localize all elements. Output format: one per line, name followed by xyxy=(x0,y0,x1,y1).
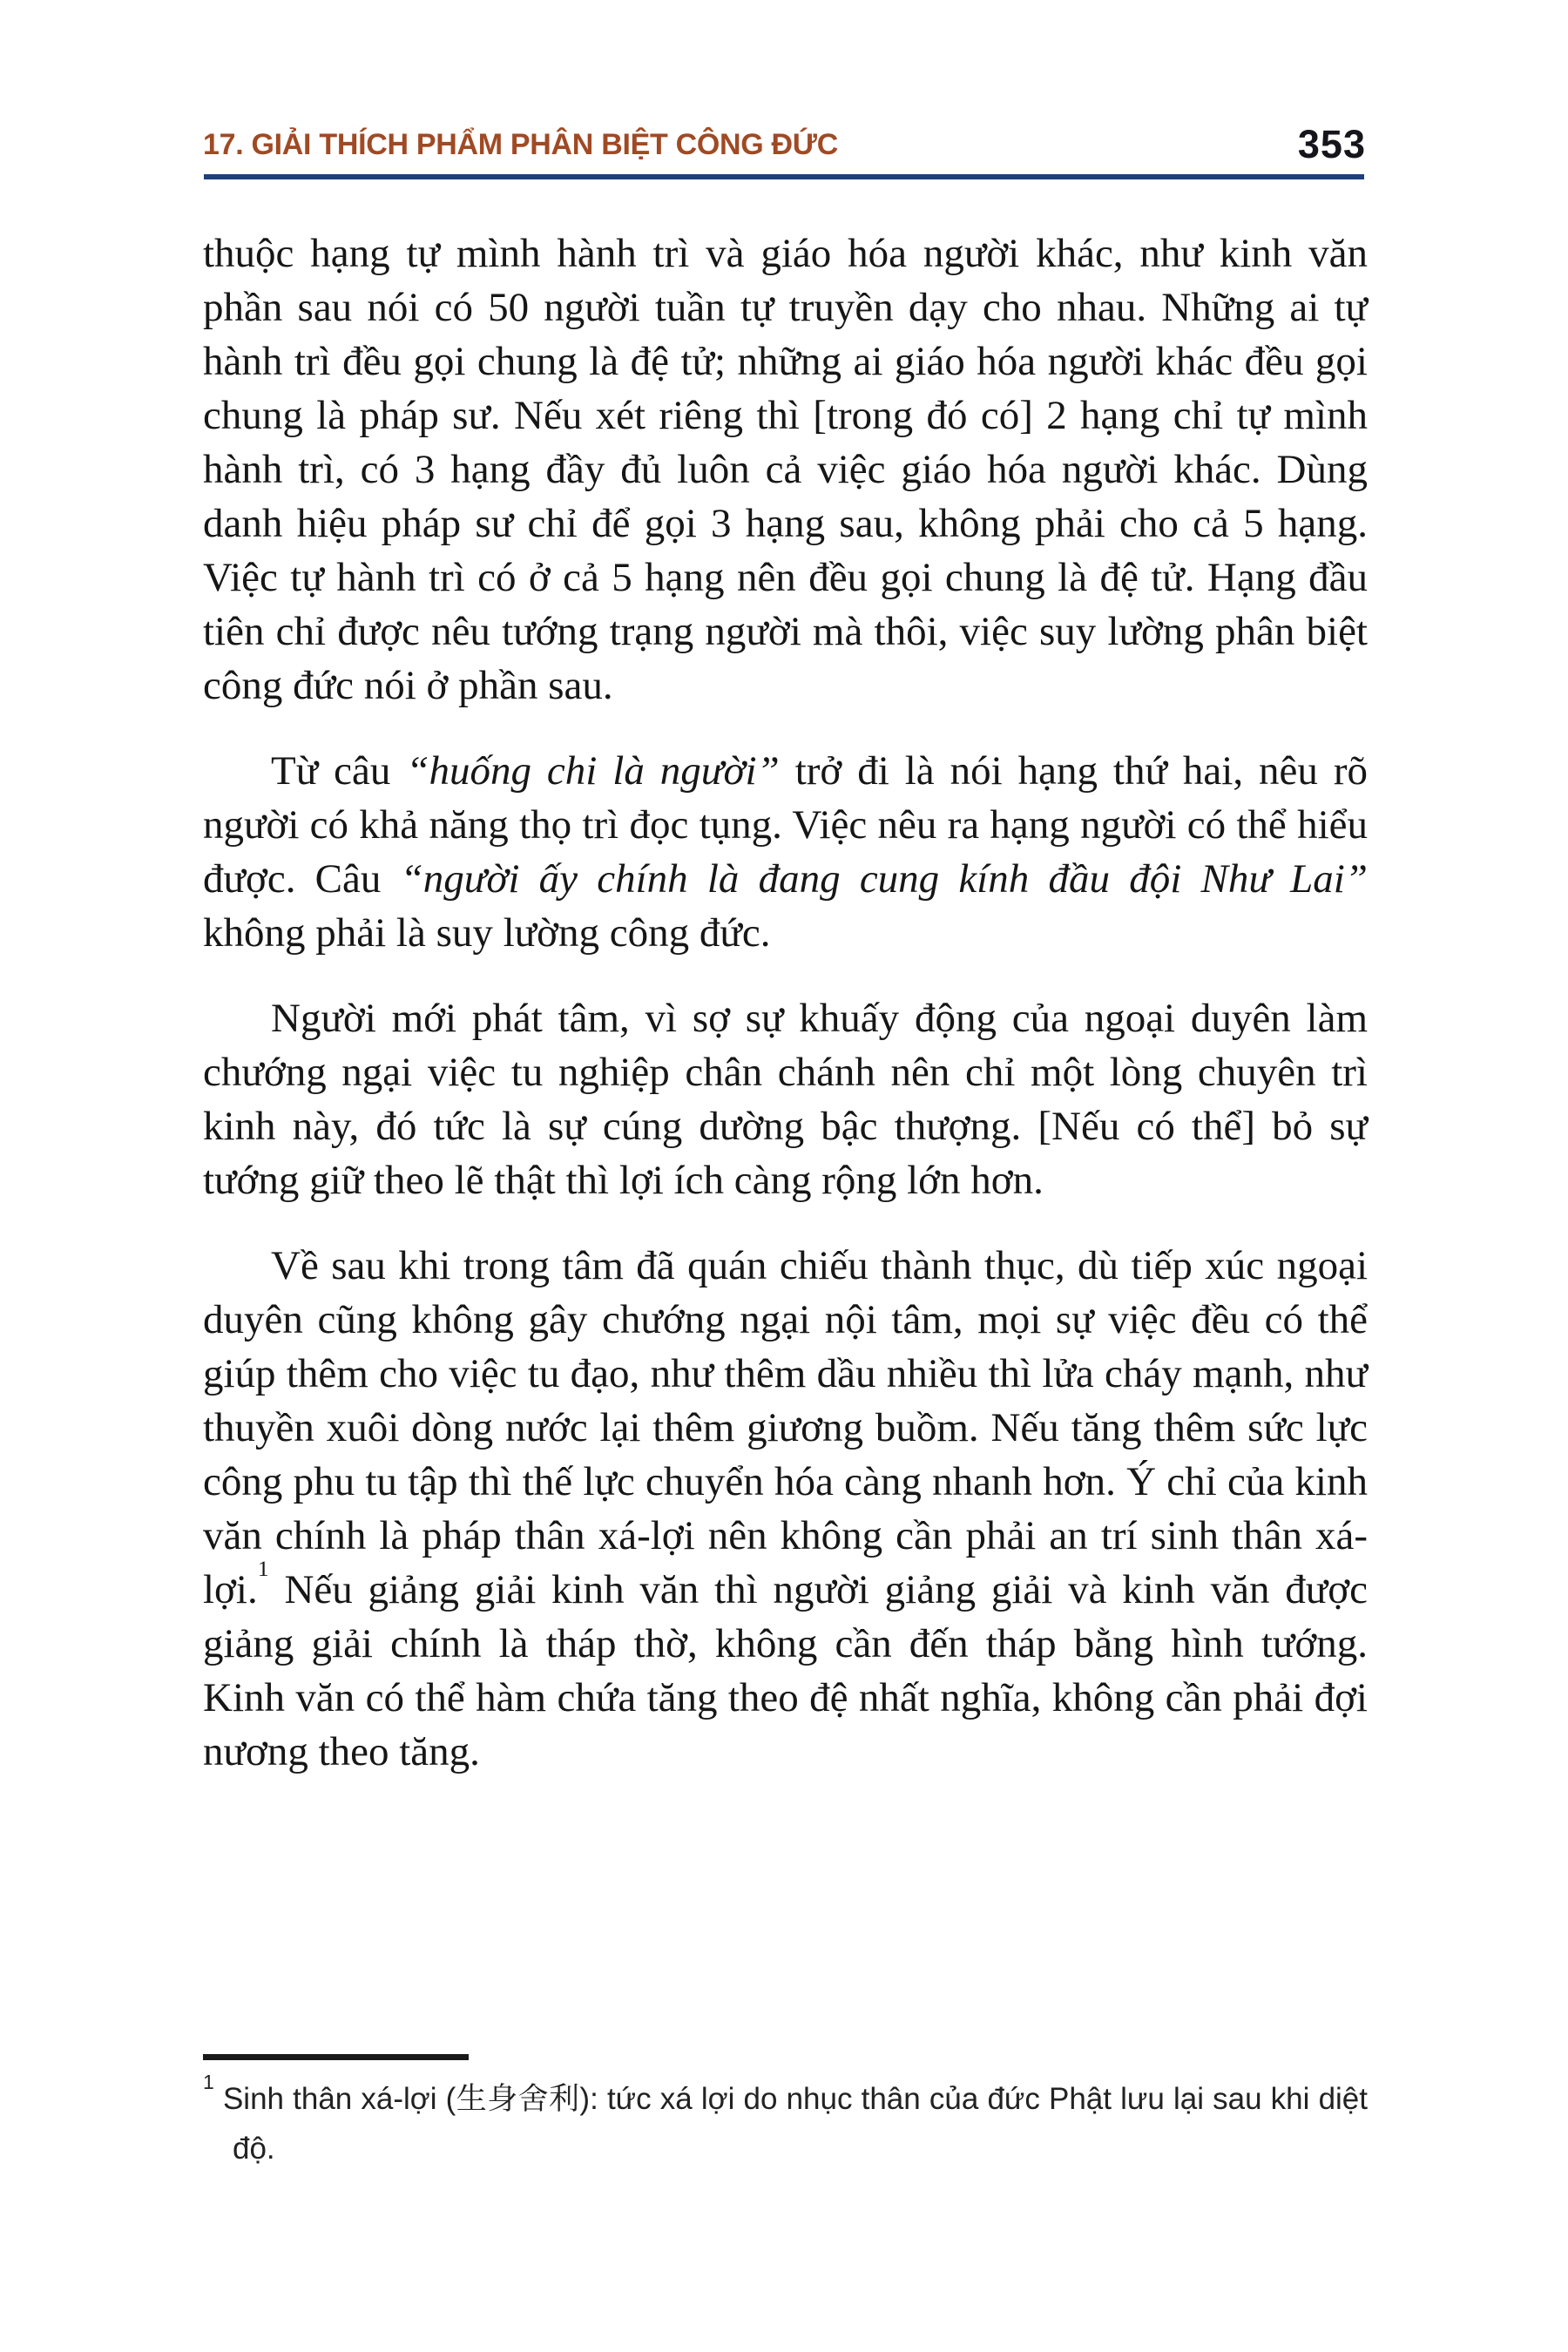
footnote-separator-rule xyxy=(203,2054,469,2060)
paragraph xyxy=(203,1239,1368,1779)
footnote-reference: 1 xyxy=(257,1556,269,1582)
text-run: Nếu giảng giải kinh văn thì người giảng giải và kinh văn được giảng giải chính là tháp thờ, không cần đến tháp bằng hình tướng. Kinh văn có thể hàm chứa tăng theo đệ nhất nghĩa, không cần phải đợi nương theo tăng. xyxy=(203,1567,1368,1774)
text-run: trở đi là nói hạng thứ hai, nêu rõ người có khả năng thọ trì đọc tụng. Việc nêu ra hạng người có thể hiểu được. Câu xyxy=(203,748,1369,902)
chapter-title: 17. GIẢI THÍCH PHẨM PHÂN BIỆT CÔNG ĐỨC xyxy=(203,128,838,161)
footnote-section xyxy=(203,2054,1368,2173)
text-run: không phải là suy lường công đức. xyxy=(203,910,771,956)
quoted-scripture-text: “người ấy chính là đang cung kính đầu đội Như Lai” xyxy=(400,856,1368,902)
paragraph xyxy=(203,991,1368,1207)
text-run: Người mới phát tâm, vì sợ sự khuấy động của ngoại duyên làm chướng ngại việc tu nghiệp chân chánh nên chỉ một lòng chuyên trì kinh này, đó tức là sự cúng dường bậc thượng. [Nếu có thể] bỏ sự tướng giữ theo lẽ thật thì lợi ích càng rộng lớn hơn. xyxy=(203,996,1368,1203)
text-run: thuộc hạng tự mình hành trì và giáo hóa người khác, như kinh văn phần sau nói có 50 người tuần tự truyền dạy cho nhau. Những ai tự hành trì đều gọi chung là đệ tử; những ai giáo hóa người khác đều gọi chung là pháp sư. Nếu xét riêng thì [trong đó có] 2 hạng chỉ tự mình hành trì, có 3 hạng đầy đủ luôn cả việc giáo hóa người khác. Dùng danh hiệu pháp sư chỉ để gọi 3 hạng sau, không phải cho cả 5 hạng. Việc tự hành trì có ở cả 5 hạng nên đều gọi chung là đệ tử. Hạng đầu tiên chỉ được nêu tướng trạng người mà thôi, việc suy lường phân biệt công đức nói ở phần sau. xyxy=(203,231,1368,708)
page-number: 353 xyxy=(1297,122,1366,166)
footnote-marker: 1 xyxy=(203,2071,214,2093)
running-header xyxy=(203,120,1366,169)
paragraph xyxy=(203,226,1368,713)
body-paragraphs xyxy=(203,226,1368,1779)
quoted-scripture-text: “huống chi là người” xyxy=(406,748,780,794)
footnote-body-text: Sinh thân xá-lợi (生身舍利): tức xá lợi do nhục thân của đức Phật lưu lại sau khi diệt độ. xyxy=(222,2082,1369,2166)
footnote xyxy=(203,2071,1369,2173)
text-run: Từ câu xyxy=(271,748,407,794)
text-run: Về sau khi trong tâm đã quán chiếu thành thục, dù tiếp xúc ngoại duyên cũng không gây chướng ngại nội tâm, mọi sự việc đều có thể giúp thêm cho việc tu đạo, như thêm dầu nhiều thì lửa cháy mạnh, như thuyền xuôi dòng nước lại thêm giương buồm. Nếu tăng thêm sức lực công phu tu tập thì thế lực chuyển hóa càng nhanh hơn. Ý chỉ của kinh văn chính là pháp thân xá-lợi nên không cần phải an trí sinh thân xá-lợi. xyxy=(203,1243,1368,1612)
paragraph xyxy=(203,744,1368,960)
header-rule xyxy=(204,174,1364,179)
